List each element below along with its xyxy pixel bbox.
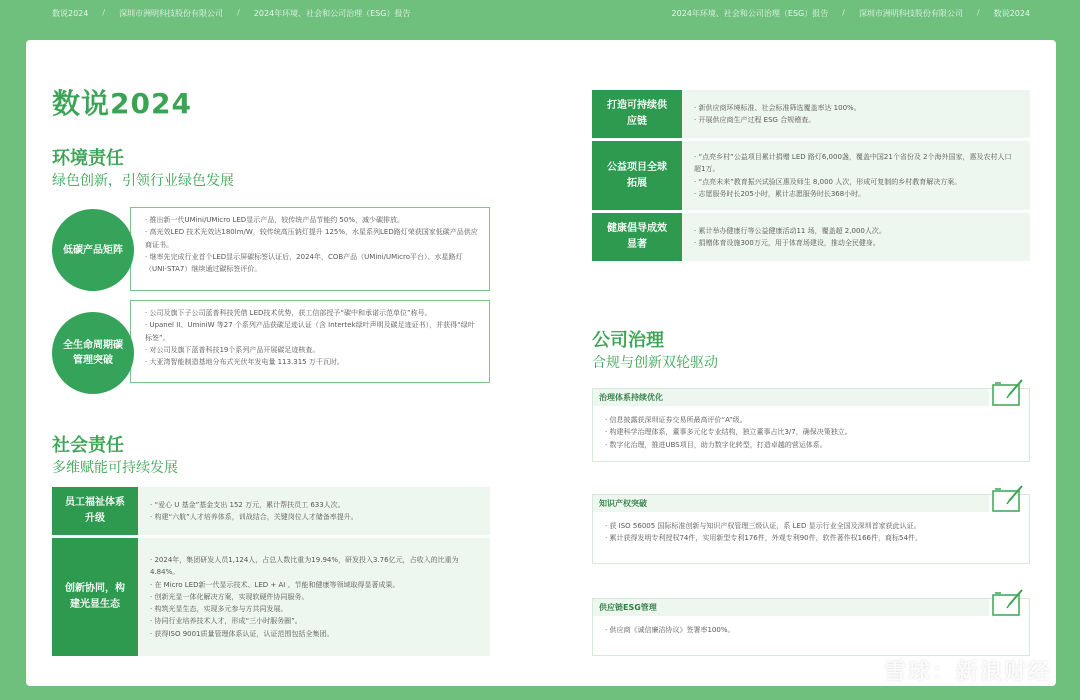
crumb-separator: / (102, 8, 106, 17)
governance-title: 公司治理 (592, 330, 664, 351)
snowball-logo-icon (850, 659, 878, 683)
list-item: · 高光效LED 技术光效达180lm/W，较传统高压钠灯提升 125%，水星系列LED路灯荣获国家低碳产品供应商证书。 (145, 228, 478, 249)
card-heading: 供应链ESG管理 (593, 599, 989, 616)
list-item: · 新供应商环境标准、社会标准筛选覆盖率达 100%。 (694, 103, 861, 112)
row-label: 公益项目全球拓展 (592, 141, 682, 210)
list-item: · 创新光显一体化解决方案，实现软硬件协同服务。 (150, 592, 309, 601)
report-page (26, 40, 1056, 686)
environment-subtitle: 绿色创新，引领行业绿色发展 (52, 173, 234, 189)
list-item: · 志愿服务时长205小时，累计志愿服务时长368小时。 (694, 189, 866, 198)
row-label: 打造可持续供应链 (592, 90, 682, 138)
watermark-text: 雪球：新浪财经 (883, 660, 1052, 685)
row-label: 健康倡导成效显著 (592, 213, 682, 261)
document-pen-icon (991, 587, 1025, 617)
card-body (593, 616, 1029, 646)
list-item: · “爱心 U 基金”基金支出 152 万元，累计帮扶员工 633人次。 (150, 500, 345, 509)
health-row (592, 213, 1030, 261)
social-row-employee (52, 487, 490, 535)
row-label: 员工福祉体系升级 (52, 487, 138, 535)
list-item: · 推出新一代UMini/UMicro LED显示产品，较传统产品节能约 50%，减少碳排放。 (145, 216, 404, 224)
social-row-innovation (52, 538, 490, 656)
page-title: 数说2024 (52, 87, 192, 120)
social-subtitle: 多维赋能可持续发展 (52, 460, 178, 476)
list-item: · 获得ISO 9001质量管理体系认证，认证范围包括全集团。 (150, 629, 334, 638)
card-heading: 治理体系持续优化 (593, 389, 989, 406)
list-item: · Upanel II、UminiW 等27 个系列产品获碳足迹认证（含 Intertek绿叶声明及碳足迹证书），并获得“绿叶标签”。 (145, 321, 475, 342)
lifecycle-circle (52, 312, 134, 394)
list-item: · 构筑光显生态，实现多元参与方共同发展。 (150, 605, 288, 614)
supply-chain-row (592, 90, 1030, 138)
list-item: · 累计举办健康行等公益健康活动11 场，覆盖超 2,000人次。 (694, 226, 886, 235)
crumb[interactable]: 数说2024 (52, 9, 89, 18)
list-item: · “点亮未来”教育振兴试验区惠及师生 8,000 人次，形成可复制的乡村教育解决方案。 (694, 177, 962, 186)
list-item: · 捐赠体育设施300万元，用于体育场建设，推动全民健身。 (694, 239, 880, 247)
row-text (682, 213, 1030, 261)
document-pen-icon (991, 377, 1025, 407)
row-text (682, 90, 1030, 138)
environment-title: 环境责任 (52, 148, 124, 169)
supplier-esg-card (592, 598, 1030, 656)
crumb[interactable]: 深圳市洲明科技股份有限公司 (119, 9, 224, 18)
crumb-separator: / (976, 8, 980, 17)
list-item: · 构建科学治理体系，董事多元化专业结构，独立董事占比3/7，确保决策独立。 (605, 428, 852, 437)
list-item: · 对公司及旗下蓝普科技19个系列产品开展碳足迹核查。 (145, 345, 320, 354)
charity-row (592, 141, 1030, 210)
list-item: · 协同行业培养技术人才，形成“三小时服务圈”。 (150, 617, 302, 626)
card-heading: 知识产权突破 (593, 495, 989, 512)
watermark (850, 655, 1052, 686)
list-item: · 在 Micro LED新一代显示技术、LED + AI 、节能和健康等领域取得显著成果。 (150, 580, 400, 589)
list-item: · 构建“六航”人才培养体系，训战结合，关键岗位人才储备率提升。 (150, 513, 358, 521)
list-item: · 大亚湾智能制造基地分布式光伏年发电量 113.315 万千瓦时。 (145, 358, 344, 366)
list-item: · 数字化治理，推进UBS项目，助力数字化转型，打造卓越的营运体系。 (605, 440, 827, 449)
crumb[interactable]: 2024年环境、社会和公司治理（ESG）报告 (671, 9, 829, 18)
crumb[interactable]: 数说2024 (993, 9, 1030, 18)
crumb-separator: / (842, 8, 845, 17)
row-text (138, 487, 490, 535)
low-carbon-circle (52, 209, 134, 291)
breadcrumb-left (52, 8, 410, 19)
block-label: 低碳产品矩阵 (63, 244, 123, 256)
card-body (593, 406, 1029, 461)
row-text (682, 141, 1030, 210)
ip-card (592, 494, 1030, 564)
list-item: · 开展供应商生产过程 ESG 合规稽查。 (694, 116, 816, 124)
block-label: 全生命周期碳管理突破 (63, 340, 123, 366)
document-pen-icon (991, 483, 1025, 513)
governance-card (592, 388, 1030, 462)
row-label: 创新协同，构建光显生态 (52, 538, 138, 656)
list-item: · “点亮乡村”公益项目累计捐赠 LED 路灯6,000盏，覆盖中国21个省份及 2个海外国家，惠及农村人口超1万。 (694, 153, 1012, 174)
list-item: · 公司及旗下子公司蓝普科技凭借 LED技术优势，获工信部授予“碳中和承诺示范单位”称号。 (145, 309, 432, 317)
top-bar (0, 0, 1080, 26)
social-title: 社会责任 (52, 435, 124, 456)
list-item: · 累计获得发明专利授权74件，实用新型专利176件，外观专利90件，软件著作权166件，商标54件。 (605, 534, 922, 543)
lifecycle-box (130, 300, 490, 383)
crumb-separator: / (237, 8, 240, 17)
list-item: · 继率先完成行业首个LED显示屏碳标签认证后，2024年，COB产品（UMini/UMicro平台）、水星路灯（UNI-STA7）继续通过碳标签评价。 (145, 252, 463, 273)
governance-subtitle: 合规与创新双轮驱动 (592, 355, 718, 371)
low-carbon-box (130, 207, 490, 291)
crumb[interactable]: 2024年环境、社会和公司治理（ESG）报告 (253, 9, 411, 18)
crumb[interactable]: 深圳市洲明科技股份有限公司 (858, 9, 963, 18)
breadcrumb-right (672, 8, 1030, 19)
list-item: · 获 ISO 56005 国际标准创新与知识产权管理三级认证，系 LED 显示行业全国及深圳首家获此认证。 (605, 522, 921, 530)
card-body (593, 512, 1029, 555)
row-text (138, 538, 490, 656)
list-item: · 供应商《诚信廉洁协议》签署率100%。 (605, 626, 735, 634)
list-item: · 2024年，集团研发人员1,124人，占总人数比重为19.94%，研发投入3.76亿元，占收入的比重为4.84%。 (150, 556, 459, 577)
list-item: · 信息披露获深圳证券交易所最高评价“A”级。 (605, 416, 747, 424)
